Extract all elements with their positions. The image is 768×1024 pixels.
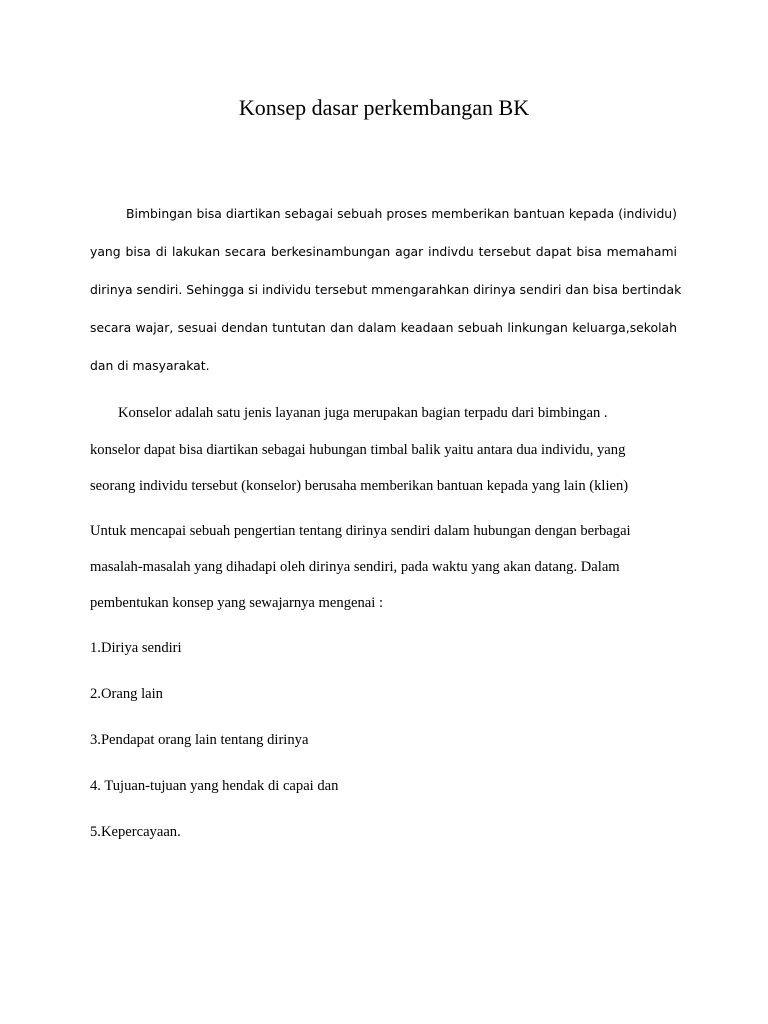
paragraph1-line-4: secara wajar, sesuai dendan tuntutan dan dalam keadaan sebuah linkungan keluarga,sekolah xyxy=(90,320,677,335)
paragraph1-line-2: yang bisa di lakukan secara berkesinambungan agar indivdu tersebut dapat bisa memahami xyxy=(90,244,677,259)
paragraph2-line-3: seorang individu tersebut (konselor) berusaha memberikan bantuan kepada yang lain (klien) xyxy=(90,478,629,494)
paragraph1-line-5: dan di masyarakat. xyxy=(90,358,210,373)
paragraph2-line-1: Konselor adalah satu jenis layanan juga merupakan bagian terpadu dari bimbingan . xyxy=(118,405,608,421)
list-item: 5.Kepercayaan. xyxy=(90,824,181,840)
paragraph3-line-2: masalah-masalah yang dihadapi oleh dirinya sendiri, pada waktu yang akan datang. Dalam xyxy=(90,559,620,575)
list-item: 4. Tujuan-tujuan yang hendak di capai dan xyxy=(90,778,339,794)
paragraph3-line-3: pembentukan konsep yang sewajarnya mengenai : xyxy=(90,595,383,611)
paragraph1-line-1: Bimbingan bisa diartikan sebagai sebuah proses memberikan bantuan kepada (individu) xyxy=(126,206,677,221)
paragraph2-line-2: konselor dapat bisa diartikan sebagai hubungan timbal balik yaitu antara dua individu, yang xyxy=(90,442,626,458)
list-item: 3.Pendapat orang lain tentang dirinya xyxy=(90,732,309,748)
list-item: 2.Orang lain xyxy=(90,686,163,702)
document-title: Konsep dasar perkembangan BK xyxy=(238,95,530,120)
list-item: 1.Diriya sendiri xyxy=(90,640,182,656)
paragraph3-line-1: Untuk mencapai sebuah pengertian tentang dirinya sendiri dalam hubungan dengan berbagai xyxy=(90,523,631,539)
paragraph1-line-3: dirinya sendiri. Sehingga si individu tersebut mmengarahkan dirinya sendiri dan bisa bertindak xyxy=(90,282,682,297)
